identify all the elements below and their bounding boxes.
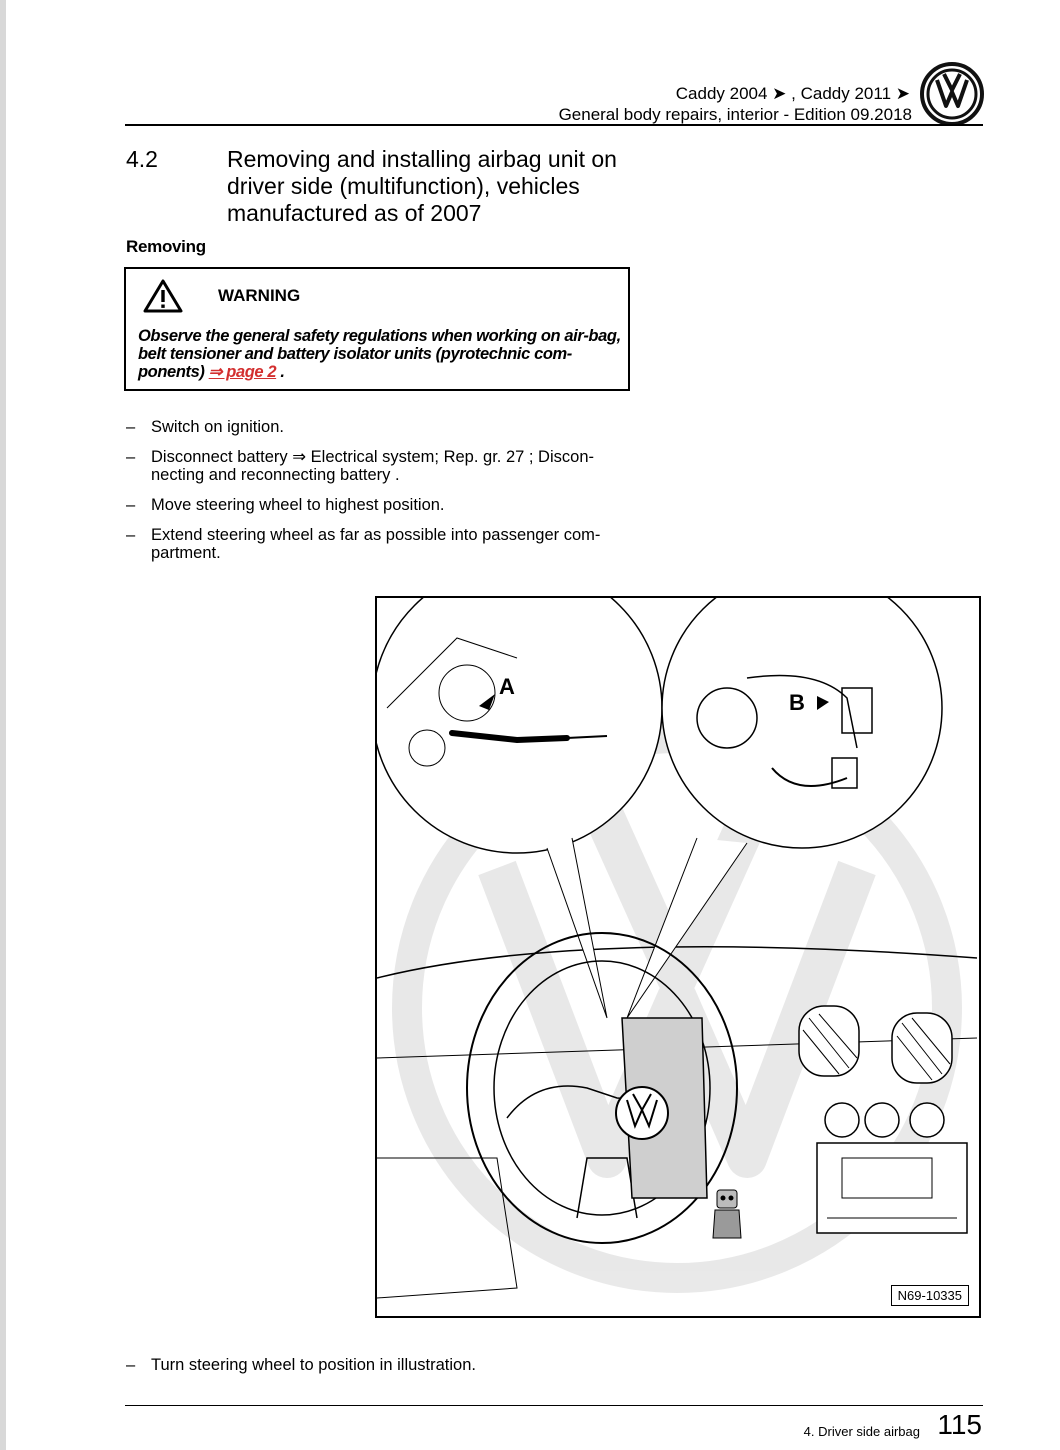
air-vent bbox=[799, 1006, 859, 1076]
step-item bbox=[126, 526, 636, 562]
header-rule bbox=[125, 124, 983, 126]
warning-box bbox=[124, 267, 630, 391]
inset-detail-b bbox=[662, 598, 942, 848]
step-dash: – bbox=[126, 418, 136, 436]
radio-unit bbox=[817, 1143, 967, 1233]
callout-a: A bbox=[499, 674, 515, 699]
step-text: Move steering wheel to highest position. bbox=[151, 496, 445, 514]
figure-reference: N69-10335 bbox=[891, 1285, 969, 1306]
subheading-removing: Removing bbox=[126, 237, 206, 256]
warning-text bbox=[138, 327, 624, 381]
warning-text-end: . bbox=[276, 363, 285, 381]
step-dash: – bbox=[126, 526, 136, 544]
step-dash: – bbox=[126, 448, 136, 466]
vw-logo-icon bbox=[920, 62, 984, 126]
warning-triangle-icon bbox=[143, 279, 183, 313]
header-models: Caddy 2004 ➤ , Caddy 2011 ➤ bbox=[675, 84, 910, 103]
technician-icon bbox=[713, 1190, 741, 1238]
warning-body: Observe the general safety regulations when working on air-bag, belt tensioner and battery isolator units (pyrotechnic com-ponents) bbox=[138, 327, 621, 381]
callout-b: B bbox=[789, 690, 805, 715]
step-item bbox=[126, 448, 636, 484]
footer-rule bbox=[125, 1405, 983, 1406]
page-edge bbox=[0, 0, 6, 1450]
step-text: Turn steering wheel to position in illustration. bbox=[151, 1356, 476, 1374]
climate-knob bbox=[825, 1103, 859, 1137]
step-text: Switch on ignition. bbox=[151, 418, 284, 436]
vw-emblem-icon bbox=[616, 1087, 668, 1139]
climate-knob bbox=[865, 1103, 899, 1137]
warning-label: WARNING bbox=[218, 286, 301, 305]
instruction-steps bbox=[126, 418, 636, 574]
section-number: 4.2 bbox=[126, 146, 158, 172]
step-dash: – bbox=[126, 1356, 136, 1374]
steering-wheel-illustration bbox=[375, 596, 981, 1318]
step-item bbox=[126, 1356, 476, 1375]
step-item bbox=[126, 496, 636, 514]
step-text: Disconnect battery ⇒ Electrical system; Rep. gr. 27 ; Discon-necting and reconnecting battery . bbox=[151, 448, 594, 484]
climate-knob bbox=[910, 1103, 944, 1137]
illustration-drawing bbox=[377, 598, 979, 1316]
section-title: Removing and installing airbag unit on driver side (multifunction), vehicles manufactured as of 2007 bbox=[227, 146, 617, 226]
page-link[interactable]: ⇒ page 2 bbox=[208, 363, 277, 381]
header-manual-title: General body repairs, interior - Edition 09.2018 bbox=[558, 105, 912, 124]
step-dash: – bbox=[126, 496, 136, 514]
step-item bbox=[126, 418, 636, 436]
step-text: Extend steering wheel as far as possible into passenger com-partment. bbox=[151, 526, 601, 562]
page-number: 115 bbox=[937, 1409, 982, 1440]
footer-chapter: 4. Driver side airbag bbox=[803, 1424, 920, 1439]
